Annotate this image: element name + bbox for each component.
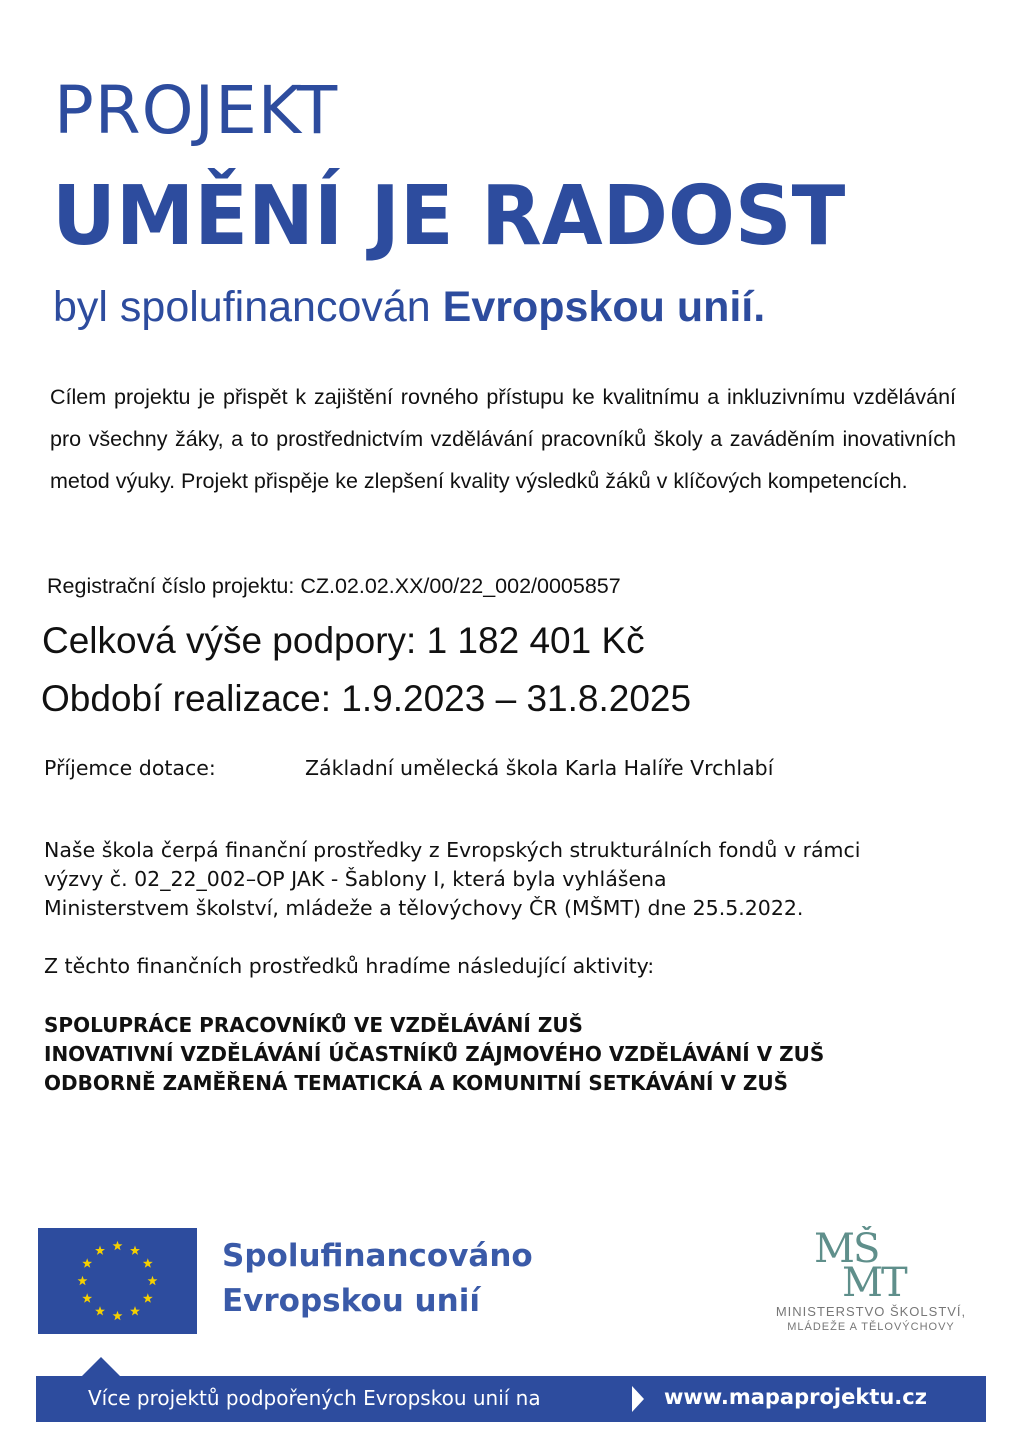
- banner-url-link[interactable]: www.mapaprojektu.cz: [664, 1385, 927, 1409]
- eu-star: [148, 1276, 158, 1285]
- eu-star: [78, 1276, 88, 1285]
- realization-period: Období realizace: 1.9.2023 – 31.8.2025: [41, 678, 692, 719]
- eu-cofinanced-logo-text: [222, 1234, 533, 1324]
- recipient-value: Základní umělecká škola Karla Halíře Vrchlabí: [305, 756, 774, 780]
- eu-line-2: Evropskou unií: [222, 1283, 480, 1319]
- activity-item: ODBORNĚ ZAMĚŘENÁ TEMATICKÁ A KOMUNITNÍ SETKÁVÁNÍ V ZUŠ: [44, 1071, 789, 1095]
- activity-item: INOVATIVNÍ VZDĚLÁVÁNÍ ÚČASTNÍKŮ ZÁJMOVÉHO VZDĚLÁVÁNÍ V ZUŠ: [44, 1042, 825, 1066]
- eu-star: [95, 1245, 105, 1254]
- msmt-name-line-2: MLÁDEŽE A TĚLOVÝCHOVY: [787, 1321, 955, 1333]
- msmt-logo-mt: MT: [842, 1260, 906, 1302]
- banner-text: Více projektů podpořených Evropskou unií na: [88, 1386, 541, 1410]
- eu-stars-graphic: [38, 1228, 197, 1334]
- intro-paragraph: Cílem projektu je přispět k zajištění rovného přístupu ke kvalitnímu a inkluzivnímu vzdělávání pro všechny žáky, a to prostřednictvím vzdělávání pracovníků školy a zaváděním inovativních metod výuky. Projekt přispěje ke zlepšení kvality výsledků žáků v klíčových kompetencích.: [50, 385, 956, 493]
- subtitle-prefix: byl spolufinancován: [53, 283, 443, 331]
- funding-paragraph: [44, 836, 964, 923]
- eu-star: [95, 1306, 105, 1315]
- msmt-name-line-1: MINISTERSTVO ŠKOLSTVÍ,: [775, 1304, 967, 1319]
- funding-line: výzvy č. 02_22_002–OP JAK - Šablony I, která byla vyhlášena: [44, 867, 667, 891]
- funding-line: Ministerstvem školství, mládeže a tělovýchovy ČR (MŠMT) dne 25.5.2022.: [44, 896, 804, 920]
- activities-intro: Z těchto finančních prostředků hradíme následující aktivity:: [44, 954, 655, 978]
- activity-item: SPOLUPRÁCE PRACOVNÍKŮ VE VZDĚLÁVÁNÍ ZUŠ: [44, 1013, 583, 1037]
- eu-star: [143, 1258, 153, 1267]
- bottom-banner: [36, 1376, 986, 1422]
- eu-star: [113, 1241, 123, 1250]
- project-title: UMĚNÍ JE RADOST: [52, 169, 846, 264]
- eu-line-1: Spolufinancováno: [222, 1238, 533, 1274]
- eu-star: [113, 1311, 123, 1320]
- eu-star: [130, 1306, 140, 1315]
- total-support: Celková výše podpory: 1 182 401 Kč: [42, 620, 645, 661]
- eu-flag-icon: [38, 1228, 197, 1334]
- arrow-right-icon: [632, 1386, 644, 1412]
- recipient-label: Příjemce dotace:: [44, 756, 216, 780]
- subtitle-bold: Evropskou unií.: [442, 283, 766, 331]
- projekt-label: PROJEKT: [54, 72, 339, 149]
- activities-list: [44, 1011, 824, 1098]
- eu-star: [143, 1293, 153, 1302]
- eu-star: [82, 1258, 92, 1267]
- funding-line: Naše škola čerpá finanční prostředky z Evropských strukturálních fondů v rámci: [44, 838, 861, 862]
- msmt-logo-ms: MŠ: [814, 1226, 879, 1272]
- registration-number: Registrační číslo projektu: CZ.02.02.XX/00/22_002/0005857: [47, 574, 621, 598]
- bar-notch: [81, 1357, 121, 1377]
- msmt-logo-icon: [812, 1226, 932, 1302]
- eu-star: [82, 1293, 92, 1302]
- project-subtitle: [53, 283, 766, 331]
- eu-star: [130, 1245, 140, 1254]
